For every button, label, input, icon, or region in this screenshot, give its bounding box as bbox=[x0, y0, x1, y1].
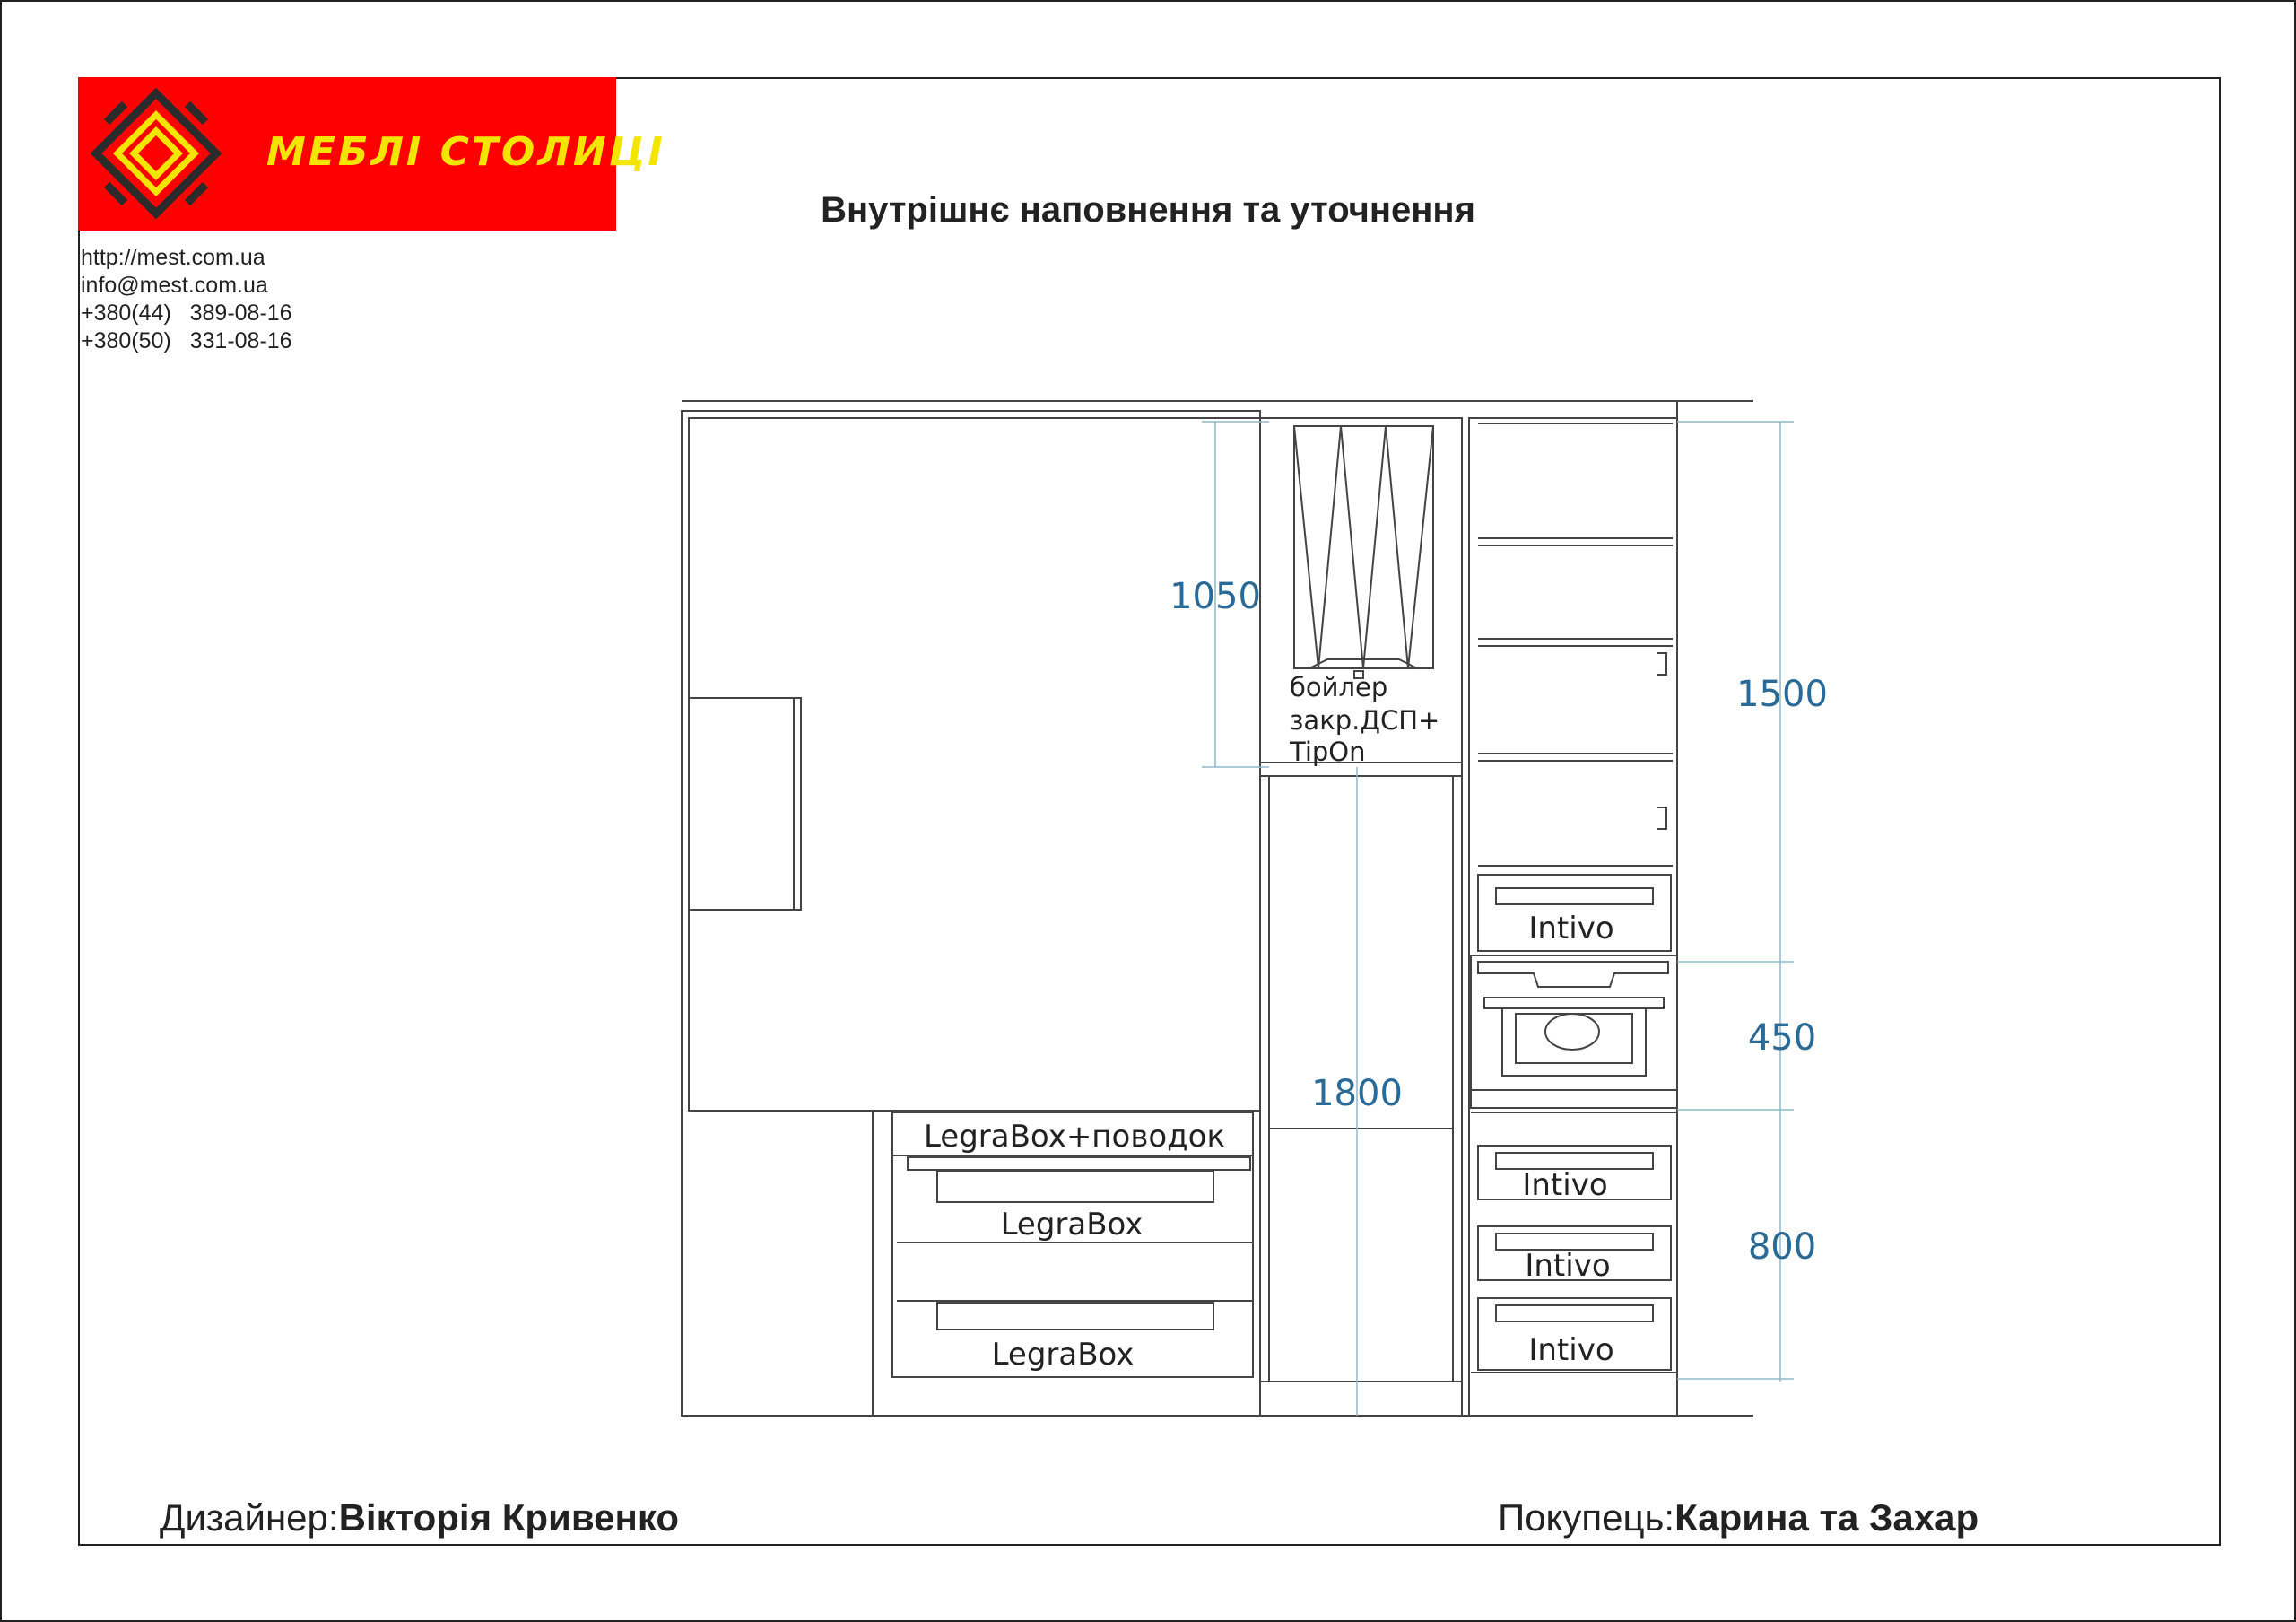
legrabox-label-1: LegraBox bbox=[1000, 1207, 1144, 1243]
client-name: Карина та Захар bbox=[1674, 1496, 1979, 1539]
designer-name: Вікторія Кривенко bbox=[338, 1496, 679, 1539]
dim-column-height: 1800 bbox=[1311, 1073, 1403, 1114]
intivo-label-3: Intivo bbox=[1528, 1332, 1614, 1368]
email-link[interactable]: info@mest.com.ua bbox=[81, 273, 268, 298]
website-link[interactable]: http://mest.com.ua bbox=[81, 245, 265, 270]
intivo-label-2: Intivo bbox=[1525, 1248, 1611, 1284]
legrabox-label-2: LegraBox bbox=[991, 1337, 1135, 1373]
dim-upper-section: 1500 bbox=[1736, 674, 1828, 715]
legrabox-leader-label: LegraBox+поводок bbox=[923, 1119, 1226, 1155]
phone-1: +380(44) 389-08-16 bbox=[81, 301, 292, 326]
boiler-label-2: закр.ДСП+ bbox=[1290, 705, 1440, 736]
boiler-label-3: TipOn bbox=[1290, 737, 1366, 767]
intivo-label-1: Intivo bbox=[1522, 1167, 1608, 1203]
intivo-label-top: Intivo bbox=[1528, 911, 1614, 946]
logo-text: МЕБЛІ СТОЛИЦІ bbox=[266, 129, 665, 175]
dim-oven-niche: 450 bbox=[1747, 1017, 1817, 1059]
client-label: Покупець: bbox=[1498, 1496, 1675, 1539]
designer-label: Дизайнер: bbox=[160, 1496, 339, 1539]
client-credit bbox=[1498, 1496, 1979, 1539]
dim-lower-section: 800 bbox=[1747, 1226, 1817, 1268]
phone-2: +380(50) 331-08-16 bbox=[81, 328, 292, 353]
dim-boiler-height: 1050 bbox=[1170, 576, 1261, 617]
designer-credit bbox=[160, 1496, 679, 1539]
boiler-label-1: бойлер bbox=[1290, 672, 1388, 702]
page-title: Внутрішнє наповнення та уточнення bbox=[821, 190, 1475, 230]
